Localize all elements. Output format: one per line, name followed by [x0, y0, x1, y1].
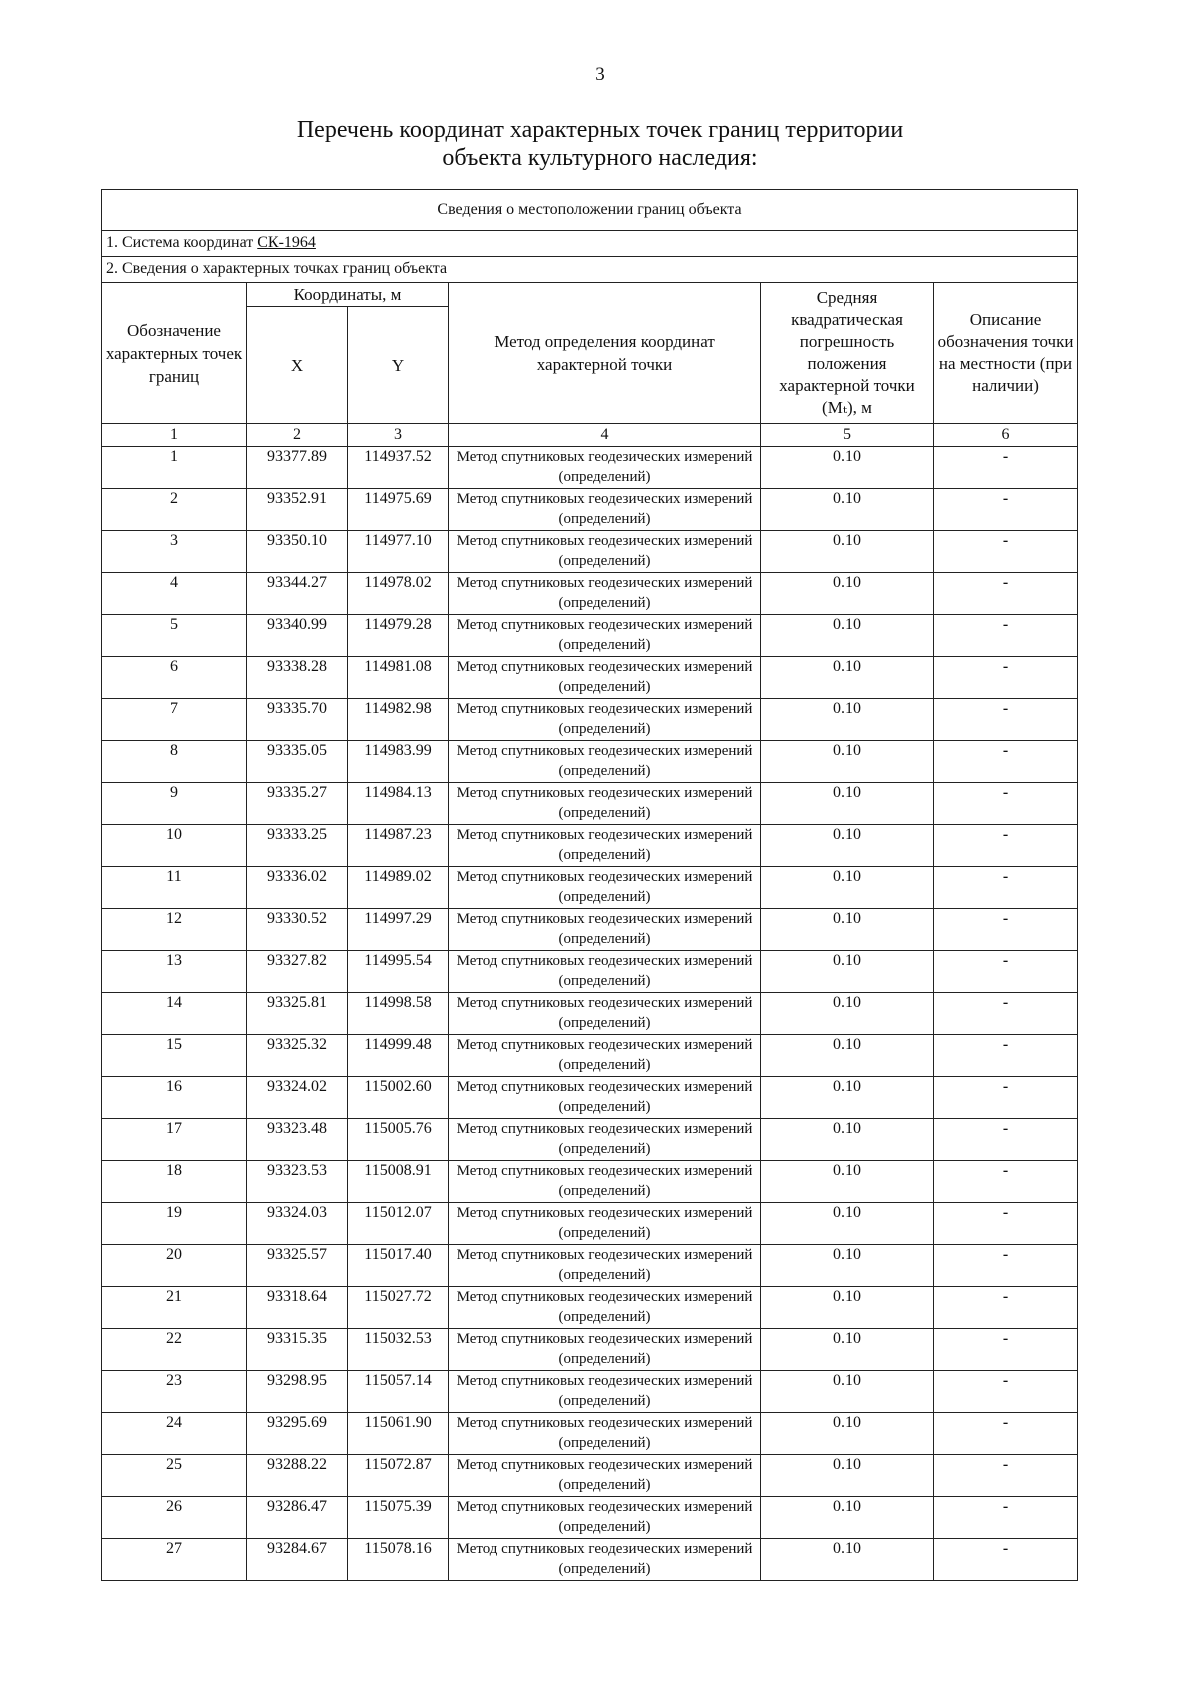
error-value: 0.10 — [761, 993, 934, 1035]
table-row — [102, 1455, 1078, 1497]
y-coordinate: 114978.02 — [348, 573, 449, 615]
y-coordinate: 114937.52 — [348, 447, 449, 489]
point-number: 15 — [102, 1035, 247, 1077]
table-row — [102, 573, 1078, 615]
point-number: 20 — [102, 1245, 247, 1287]
description-value: - — [934, 489, 1078, 531]
error-value: 0.10 — [761, 531, 934, 573]
error-value: 0.10 — [761, 657, 934, 699]
table-row — [102, 909, 1078, 951]
point-number: 2 — [102, 489, 247, 531]
method-cell: Метод спутниковых геодезических измерений (определений) — [449, 1203, 761, 1245]
error-value: 0.10 — [761, 1413, 934, 1455]
error-value: 0.10 — [761, 951, 934, 993]
header-x: X — [247, 307, 348, 424]
y-coordinate: 115008.91 — [348, 1161, 449, 1203]
y-coordinate: 115078.16 — [348, 1539, 449, 1581]
description-value: - — [934, 1329, 1078, 1371]
y-coordinate: 115005.76 — [348, 1119, 449, 1161]
method-cell: Метод спутниковых геодезических измерений (определений) — [449, 1371, 761, 1413]
description-value: - — [934, 699, 1078, 741]
table-row — [102, 657, 1078, 699]
table-row — [102, 1497, 1078, 1539]
description-value: - — [934, 615, 1078, 657]
error-value: 0.10 — [761, 825, 934, 867]
x-coordinate: 93352.91 — [247, 489, 348, 531]
method-cell: Метод спутниковых геодезических измерений (определений) — [449, 699, 761, 741]
point-number: 27 — [102, 1539, 247, 1581]
section-2-heading: 2. Сведения о характерных точках границ объекта — [102, 257, 1078, 283]
table-row — [102, 867, 1078, 909]
column-number: 4 — [449, 424, 761, 447]
x-coordinate: 93324.02 — [247, 1077, 348, 1119]
y-coordinate: 114989.02 — [348, 867, 449, 909]
error-value: 0.10 — [761, 447, 934, 489]
x-coordinate: 93325.32 — [247, 1035, 348, 1077]
error-value: 0.10 — [761, 573, 934, 615]
error-value: 0.10 — [761, 1371, 934, 1413]
point-number: 7 — [102, 699, 247, 741]
x-coordinate: 93344.27 — [247, 573, 348, 615]
description-value: - — [934, 1455, 1078, 1497]
description-value: - — [934, 1497, 1078, 1539]
header-coordinates: Координаты, м — [247, 283, 449, 307]
table-row — [102, 489, 1078, 531]
description-value: - — [934, 1119, 1078, 1161]
y-coordinate: 114983.99 — [348, 741, 449, 783]
x-coordinate: 93315.35 — [247, 1329, 348, 1371]
table-row — [102, 531, 1078, 573]
x-coordinate: 93286.47 — [247, 1497, 348, 1539]
point-number: 21 — [102, 1287, 247, 1329]
y-coordinate: 115017.40 — [348, 1245, 449, 1287]
point-number: 13 — [102, 951, 247, 993]
column-number: 6 — [934, 424, 1078, 447]
method-cell: Метод спутниковых геодезических измерений (определений) — [449, 657, 761, 699]
description-value: - — [934, 1413, 1078, 1455]
error-value: 0.10 — [761, 1077, 934, 1119]
table-row — [102, 1077, 1078, 1119]
point-number: 25 — [102, 1455, 247, 1497]
method-cell: Метод спутниковых геодезических измерений (определений) — [449, 1035, 761, 1077]
method-cell: Метод спутниковых геодезических измерений (определений) — [449, 1077, 761, 1119]
column-number: 5 — [761, 424, 934, 447]
table-row — [102, 783, 1078, 825]
page-number: 3 — [595, 64, 605, 85]
description-value: - — [934, 447, 1078, 489]
description-value: - — [934, 1245, 1078, 1287]
x-coordinate: 93324.03 — [247, 1203, 348, 1245]
x-coordinate: 93323.53 — [247, 1161, 348, 1203]
method-cell: Метод спутниковых геодезических измерений (определений) — [449, 1455, 761, 1497]
column-number: 1 — [102, 424, 247, 447]
point-number: 17 — [102, 1119, 247, 1161]
x-coordinate: 93327.82 — [247, 951, 348, 993]
document-title — [0, 116, 1200, 172]
x-coordinate: 93298.95 — [247, 1371, 348, 1413]
error-value: 0.10 — [761, 1245, 934, 1287]
error-value: 0.10 — [761, 1329, 934, 1371]
point-number: 14 — [102, 993, 247, 1035]
table-row — [102, 741, 1078, 783]
error-value: 0.10 — [761, 1035, 934, 1077]
method-cell: Метод спутниковых геодезических измерений (определений) — [449, 783, 761, 825]
point-number: 23 — [102, 1371, 247, 1413]
method-cell: Метод спутниковых геодезических измерений (определений) — [449, 1329, 761, 1371]
description-value: - — [934, 657, 1078, 699]
table-row — [102, 1161, 1078, 1203]
column-number: 2 — [247, 424, 348, 447]
x-coordinate: 93325.81 — [247, 993, 348, 1035]
y-coordinate: 114979.28 — [348, 615, 449, 657]
description-value: - — [934, 1203, 1078, 1245]
x-coordinate: 93330.52 — [247, 909, 348, 951]
error-value: 0.10 — [761, 1455, 934, 1497]
x-coordinate: 93284.67 — [247, 1539, 348, 1581]
point-number: 19 — [102, 1203, 247, 1245]
point-number: 9 — [102, 783, 247, 825]
header-method: Метод определения координат характерной точки — [449, 283, 761, 424]
method-cell: Метод спутниковых геодезических измерений (определений) — [449, 1119, 761, 1161]
point-number: 26 — [102, 1497, 247, 1539]
table-banner: Сведения о местоположении границ объекта — [102, 190, 1078, 231]
header-error: Средняя квадратическая погрешность положения характерной точки (Mₜ), м — [761, 283, 934, 424]
table-row — [102, 1413, 1078, 1455]
table-row — [102, 1287, 1078, 1329]
coordinate-system-label: 1. Система координат — [106, 234, 258, 251]
point-number: 5 — [102, 615, 247, 657]
x-coordinate: 93338.28 — [247, 657, 348, 699]
method-cell: Метод спутниковых геодезических измерений (определений) — [449, 1245, 761, 1287]
coordinate-system-value: СК-1964 — [257, 234, 316, 251]
description-value: - — [934, 1077, 1078, 1119]
x-coordinate: 93295.69 — [247, 1413, 348, 1455]
point-number: 22 — [102, 1329, 247, 1371]
description-value: - — [934, 951, 1078, 993]
point-number: 6 — [102, 657, 247, 699]
y-coordinate: 114982.98 — [348, 699, 449, 741]
method-cell: Метод спутниковых геодезических измерений (определений) — [449, 531, 761, 573]
title-line-2: объекта культурного наследия: — [442, 145, 758, 171]
y-coordinate: 114997.29 — [348, 909, 449, 951]
method-cell: Метод спутниковых геодезических измерений (определений) — [449, 489, 761, 531]
description-value: - — [934, 573, 1078, 615]
method-cell: Метод спутниковых геодезических измерений (определений) — [449, 909, 761, 951]
error-value: 0.10 — [761, 699, 934, 741]
error-value: 0.10 — [761, 1287, 934, 1329]
method-cell: Метод спутниковых геодезических измерений (определений) — [449, 1413, 761, 1455]
point-number: 4 — [102, 573, 247, 615]
x-coordinate: 93335.70 — [247, 699, 348, 741]
point-number: 10 — [102, 825, 247, 867]
table-row — [102, 951, 1078, 993]
coordinates-table — [101, 189, 1078, 1581]
table-row — [102, 1203, 1078, 1245]
header-y: Y — [348, 307, 449, 424]
table-row — [102, 1539, 1078, 1581]
x-coordinate: 93335.27 — [247, 783, 348, 825]
error-value: 0.10 — [761, 867, 934, 909]
method-cell: Метод спутниковых геодезических измерений (определений) — [449, 867, 761, 909]
header-description: Описание обозначения точки на местности (при наличии) — [934, 283, 1078, 424]
method-cell: Метод спутниковых геодезических измерений (определений) — [449, 1539, 761, 1581]
error-value: 0.10 — [761, 615, 934, 657]
method-cell: Метод спутниковых геодезических измерений (определений) — [449, 951, 761, 993]
y-coordinate: 114998.58 — [348, 993, 449, 1035]
table-row — [102, 615, 1078, 657]
point-number: 1 — [102, 447, 247, 489]
table-row — [102, 825, 1078, 867]
point-number: 12 — [102, 909, 247, 951]
description-value: - — [934, 867, 1078, 909]
error-value: 0.10 — [761, 1539, 934, 1581]
table-row — [102, 1371, 1078, 1413]
table-row — [102, 447, 1078, 489]
column-number: 3 — [348, 424, 449, 447]
header-point: Обозначение характерных точек границ — [102, 283, 247, 424]
point-number: 18 — [102, 1161, 247, 1203]
y-coordinate: 115002.60 — [348, 1077, 449, 1119]
point-number: 24 — [102, 1413, 247, 1455]
description-value: - — [934, 1035, 1078, 1077]
x-coordinate: 93318.64 — [247, 1287, 348, 1329]
y-coordinate: 115012.07 — [348, 1203, 449, 1245]
y-coordinate: 114987.23 — [348, 825, 449, 867]
x-coordinate: 93288.22 — [247, 1455, 348, 1497]
description-value: - — [934, 531, 1078, 573]
description-value: - — [934, 1287, 1078, 1329]
point-number: 3 — [102, 531, 247, 573]
table-row — [102, 1245, 1078, 1287]
description-value: - — [934, 1371, 1078, 1413]
error-value: 0.10 — [761, 1203, 934, 1245]
title-line-1: Перечень координат характерных точек границ территории — [296, 117, 904, 143]
description-value: - — [934, 1539, 1078, 1581]
error-value: 0.10 — [761, 489, 934, 531]
point-number: 8 — [102, 741, 247, 783]
y-coordinate: 115061.90 — [348, 1413, 449, 1455]
x-coordinate: 93335.05 — [247, 741, 348, 783]
table-row — [102, 993, 1078, 1035]
x-coordinate: 93340.99 — [247, 615, 348, 657]
description-value: - — [934, 783, 1078, 825]
method-cell: Метод спутниковых геодезических измерений (определений) — [449, 573, 761, 615]
method-cell: Метод спутниковых геодезических измерений (определений) — [449, 1287, 761, 1329]
table-row — [102, 1119, 1078, 1161]
y-coordinate: 115027.72 — [348, 1287, 449, 1329]
method-cell: Метод спутниковых геодезических измерений (определений) — [449, 447, 761, 489]
table-row — [102, 1035, 1078, 1077]
description-value: - — [934, 909, 1078, 951]
method-cell: Метод спутниковых геодезических измерений (определений) — [449, 741, 761, 783]
y-coordinate: 114999.48 — [348, 1035, 449, 1077]
error-value: 0.10 — [761, 741, 934, 783]
description-value: - — [934, 1161, 1078, 1203]
table-row — [102, 1329, 1078, 1371]
x-coordinate: 93323.48 — [247, 1119, 348, 1161]
y-coordinate: 115072.87 — [348, 1455, 449, 1497]
x-coordinate: 93350.10 — [247, 531, 348, 573]
x-coordinate: 93325.57 — [247, 1245, 348, 1287]
error-value: 0.10 — [761, 783, 934, 825]
table-row — [102, 699, 1078, 741]
x-coordinate: 93333.25 — [247, 825, 348, 867]
error-value: 0.10 — [761, 909, 934, 951]
error-value: 0.10 — [761, 1161, 934, 1203]
coordinate-system-row — [102, 231, 1078, 257]
y-coordinate: 114977.10 — [348, 531, 449, 573]
point-number: 16 — [102, 1077, 247, 1119]
description-value: - — [934, 993, 1078, 1035]
description-value: - — [934, 741, 1078, 783]
y-coordinate: 115032.53 — [348, 1329, 449, 1371]
y-coordinate: 114984.13 — [348, 783, 449, 825]
method-cell: Метод спутниковых геодезических измерений (определений) — [449, 615, 761, 657]
method-cell: Метод спутниковых геодезических измерений (определений) — [449, 825, 761, 867]
y-coordinate: 114995.54 — [348, 951, 449, 993]
y-coordinate: 114981.08 — [348, 657, 449, 699]
point-number: 11 — [102, 867, 247, 909]
x-coordinate: 93377.89 — [247, 447, 348, 489]
description-value: - — [934, 825, 1078, 867]
y-coordinate: 114975.69 — [348, 489, 449, 531]
x-coordinate: 93336.02 — [247, 867, 348, 909]
error-value: 0.10 — [761, 1497, 934, 1539]
error-value: 0.10 — [761, 1119, 934, 1161]
y-coordinate: 115057.14 — [348, 1371, 449, 1413]
y-coordinate: 115075.39 — [348, 1497, 449, 1539]
method-cell: Метод спутниковых геодезических измерений (определений) — [449, 1497, 761, 1539]
method-cell: Метод спутниковых геодезических измерений (определений) — [449, 1161, 761, 1203]
method-cell: Метод спутниковых геодезических измерений (определений) — [449, 993, 761, 1035]
